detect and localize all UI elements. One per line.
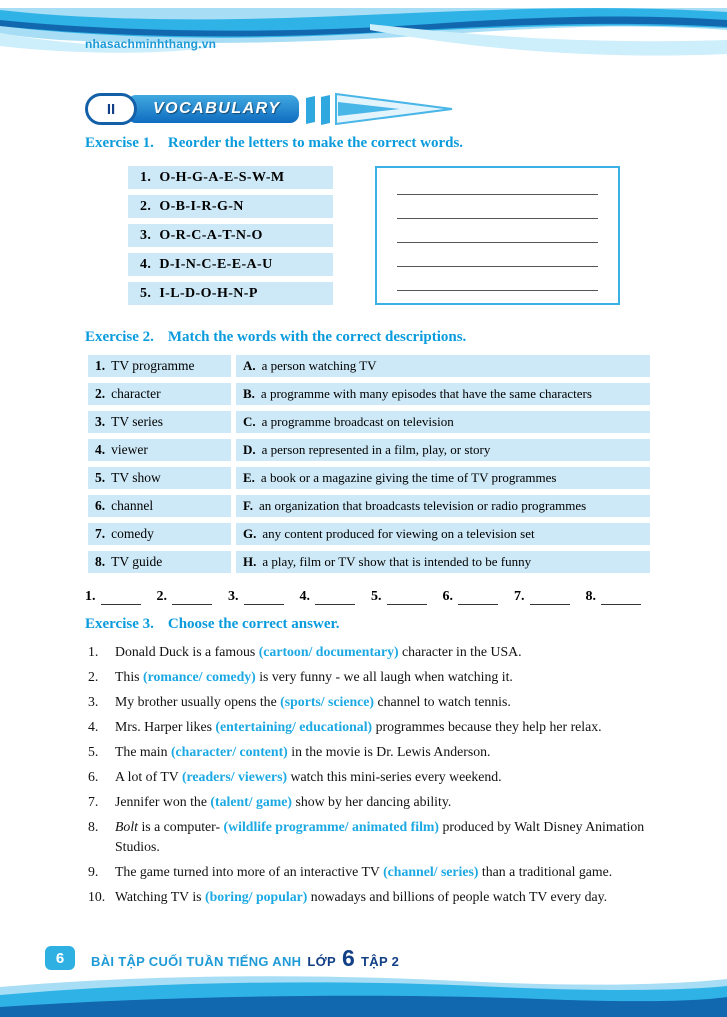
word-number: 2. <box>95 386 106 401</box>
sentence-after: channel to watch tennis. <box>374 694 511 709</box>
sentence-number: 8. <box>88 819 99 834</box>
word-cell <box>88 495 231 517</box>
answer-blank <box>387 590 427 605</box>
match-row <box>88 355 650 377</box>
scrambled-letters: D-I-N-C-E-E-A-U <box>159 257 273 272</box>
answer-blank <box>172 590 212 605</box>
desc-text: a person represented in a film, play, or story <box>261 442 491 457</box>
choice-sentence <box>88 692 660 712</box>
item-number: 2. <box>140 199 152 214</box>
scrambled-word-row <box>128 282 333 305</box>
word-cell <box>88 411 231 433</box>
answer-slot <box>443 589 499 605</box>
answer-blank-line <box>397 248 598 267</box>
choice-sentence <box>88 767 660 787</box>
desc-cell <box>236 439 650 461</box>
desc-letter: G. <box>243 526 257 541</box>
item-number: 5. <box>140 286 152 301</box>
sentence-after: produced by Walt Disney Animation Studios. <box>115 819 645 854</box>
answer-blank <box>601 590 641 605</box>
choice-options: (cartoon/ documentary) <box>258 644 399 659</box>
sentence-after: character in the USA. <box>398 644 522 659</box>
section-title: VOCABULARY <box>127 95 299 123</box>
choice-sentence <box>88 792 660 812</box>
sentence-before: The main <box>115 744 171 759</box>
sentence-before: Mrs. Harper likes <box>115 719 216 734</box>
answer-number: 6. <box>442 589 453 604</box>
desc-text: a play, film or TV show that is intended to be funny <box>262 554 532 569</box>
match-row <box>88 551 650 573</box>
choice-sentence <box>88 642 660 662</box>
word-text: comedy <box>111 526 154 541</box>
choice-options: (wildlife programme/ animated film) <box>223 819 440 834</box>
scrambled-word-list <box>128 166 333 305</box>
answer-box <box>375 166 620 305</box>
book-title <box>91 944 400 971</box>
desc-text: an organization that broadcasts television or radio programmes <box>259 498 587 513</box>
scrambled-word-row <box>128 224 333 247</box>
word-number: 5. <box>95 470 106 485</box>
choice-sentence <box>88 742 660 762</box>
item-number: 4. <box>140 257 152 272</box>
sentence-after: than a traditional game. <box>478 864 613 879</box>
sentence-after: watch this mini-series every weekend. <box>287 769 502 784</box>
scrambled-word-row <box>128 195 333 218</box>
exercise3-heading <box>85 616 340 633</box>
page-footer <box>45 946 399 970</box>
sentence-after: show by her dancing ability. <box>292 794 452 809</box>
answer-slot <box>85 589 141 605</box>
answer-blank <box>458 590 498 605</box>
sentence-after: is very funny - we all laugh when watching it. <box>255 669 513 684</box>
desc-cell <box>236 467 650 489</box>
match-row <box>88 439 650 461</box>
exercise3-instruction: Choose the correct answer. <box>167 616 340 632</box>
desc-cell <box>236 551 650 573</box>
word-number: 6. <box>95 498 106 513</box>
exercise3-label: Exercise 3. <box>85 616 154 632</box>
matching-answers-row <box>85 589 641 605</box>
desc-cell <box>236 523 650 545</box>
section-header <box>85 90 454 128</box>
answer-number: 1. <box>85 589 96 604</box>
desc-cell <box>236 411 650 433</box>
exercise2-heading <box>85 329 466 346</box>
answer-blank <box>315 590 355 605</box>
word-cell <box>88 383 231 405</box>
answer-number: 2. <box>156 589 167 604</box>
answer-number: 8. <box>585 589 596 604</box>
item-number: 1. <box>140 170 152 185</box>
answer-slot <box>514 589 570 605</box>
choice-options: (boring/ popular) <box>204 889 308 904</box>
answer-number: 5. <box>371 589 382 604</box>
book-title-grade: 6 <box>341 944 356 971</box>
italic-text: Bolt <box>115 819 138 834</box>
scrambled-word-row <box>128 253 333 276</box>
answer-blank-line <box>397 200 598 219</box>
word-cell <box>88 467 231 489</box>
choice-sentence <box>88 862 660 882</box>
scrambled-letters: O-B-I-R-G-N <box>159 199 244 214</box>
sentence-before: The game turned into more of an interactive TV <box>115 864 384 879</box>
word-text: TV programme <box>111 358 195 373</box>
answer-slot <box>300 589 356 605</box>
book-title-volume: TẬP 2 <box>361 953 400 969</box>
word-text: character <box>111 386 161 401</box>
scrambled-letters: I-L-D-O-H-N-P <box>159 286 258 301</box>
desc-cell <box>236 355 650 377</box>
sentence-number: 9. <box>88 864 99 879</box>
choice-options: (talent/ game) <box>210 794 293 809</box>
desc-text: a programme with many episodes that have the same characters <box>260 386 592 401</box>
exercise1-instruction: Reorder the letters to make the correct words. <box>167 135 464 151</box>
answer-slot <box>371 589 427 605</box>
word-text: TV guide <box>111 554 163 569</box>
exercise2-label: Exercise 2. <box>85 329 154 345</box>
word-number: 7. <box>95 526 106 541</box>
sentence-before: A lot of TV <box>115 769 182 784</box>
word-cell <box>88 439 231 461</box>
match-row <box>88 383 650 405</box>
answer-blank-line <box>397 272 598 291</box>
answer-number: 7. <box>514 589 525 604</box>
word-number: 4. <box>95 442 106 457</box>
sentence-number: 6. <box>88 769 99 784</box>
answer-blank-line <box>397 176 598 195</box>
desc-text: a person watching TV <box>261 358 377 373</box>
footer-wave-decoration <box>0 969 727 1017</box>
word-number: 8. <box>95 554 106 569</box>
sentence-number: 4. <box>88 719 99 734</box>
pennant-arrow-icon <box>304 91 454 127</box>
desc-letter: B. <box>243 386 255 401</box>
sentence-before: Jennifer won the <box>115 794 211 809</box>
sentence-before: Donald Duck is a famous <box>115 644 259 659</box>
exercise1-heading <box>85 135 463 152</box>
sentence-before: My brother usually opens the <box>115 694 281 709</box>
page-number-badge: 6 <box>45 946 75 970</box>
choice-options: (readers/ viewers) <box>181 769 288 784</box>
exercise2-instruction: Match the words with the correct descriptions. <box>167 329 467 345</box>
word-number: 3. <box>95 414 106 429</box>
scrambled-word-row <box>128 166 333 189</box>
book-title-lop: LỚP <box>307 953 336 969</box>
answer-blank <box>530 590 570 605</box>
choice-options: (channel/ series) <box>383 864 479 879</box>
choice-sentence <box>88 667 660 687</box>
multiple-choice-list <box>88 642 660 912</box>
desc-cell <box>236 495 650 517</box>
scrambled-letters: O-H-G-A-E-S-W-M <box>159 170 285 185</box>
sentence-number: 1. <box>88 644 99 659</box>
word-text: TV series <box>111 414 163 429</box>
choice-options: (character/ content) <box>170 744 288 759</box>
sentence-before: This <box>115 669 143 684</box>
match-row <box>88 523 650 545</box>
word-cell <box>88 523 231 545</box>
answer-slot <box>228 589 284 605</box>
matching-table <box>88 355 650 573</box>
choice-sentence <box>88 887 660 907</box>
desc-text: any content produced for viewing on a television set <box>262 526 535 541</box>
sentence-after: programmes because they help her relax. <box>372 719 602 734</box>
desc-letter: F. <box>243 498 253 513</box>
word-cell <box>88 355 231 377</box>
desc-letter: C. <box>243 414 256 429</box>
word-text: viewer <box>111 442 148 457</box>
word-text: channel <box>111 498 154 513</box>
desc-letter: H. <box>243 554 257 569</box>
answer-number: 4. <box>299 589 310 604</box>
choice-options: (entertaining/ educational) <box>215 719 373 734</box>
scrambled-letters: O-R-C-A-T-N-O <box>159 228 263 243</box>
desc-letter: E. <box>243 470 255 485</box>
choice-sentence <box>88 817 660 857</box>
match-row <box>88 495 650 517</box>
answer-slot <box>157 589 213 605</box>
choice-options: (sports/ science) <box>280 694 375 709</box>
sentence-before: is a computer- <box>138 819 224 834</box>
match-row <box>88 411 650 433</box>
desc-text: a book or a magazine giving the time of TV programmes <box>260 470 557 485</box>
sentence-number: 2. <box>88 669 99 684</box>
sentence-before: Watching TV is <box>115 889 205 904</box>
sentence-number: 5. <box>88 744 99 759</box>
sentence-number: 3. <box>88 694 99 709</box>
sentence-after: in the movie is Dr. Lewis Anderson. <box>287 744 491 759</box>
answer-blank-line <box>397 224 598 243</box>
book-title-main: BÀI TẬP CUỐI TUẦN TIẾNG ANH <box>91 953 302 969</box>
desc-text: a programme broadcast on television <box>261 414 454 429</box>
desc-letter: A. <box>243 358 256 373</box>
sentence-after: nowadays and billions of people watch TV every day. <box>307 889 608 904</box>
sentence-number: 7. <box>88 794 99 809</box>
desc-letter: D. <box>243 442 256 457</box>
sentence-number: 10. <box>88 889 106 904</box>
answer-blank <box>244 590 284 605</box>
website-link[interactable]: nhasachminhthang.vn <box>85 37 217 51</box>
desc-cell <box>236 383 650 405</box>
answer-number: 3. <box>228 589 239 604</box>
section-numeral-badge: II <box>85 93 137 125</box>
item-number: 3. <box>140 228 152 243</box>
choice-options: (romance/ comedy) <box>142 669 256 684</box>
match-row <box>88 467 650 489</box>
choice-sentence <box>88 717 660 737</box>
word-number: 1. <box>95 358 106 373</box>
word-text: TV show <box>111 470 161 485</box>
word-cell <box>88 551 231 573</box>
exercise1-label: Exercise 1. <box>85 135 154 151</box>
answer-slot <box>586 589 642 605</box>
answer-blank <box>101 590 141 605</box>
